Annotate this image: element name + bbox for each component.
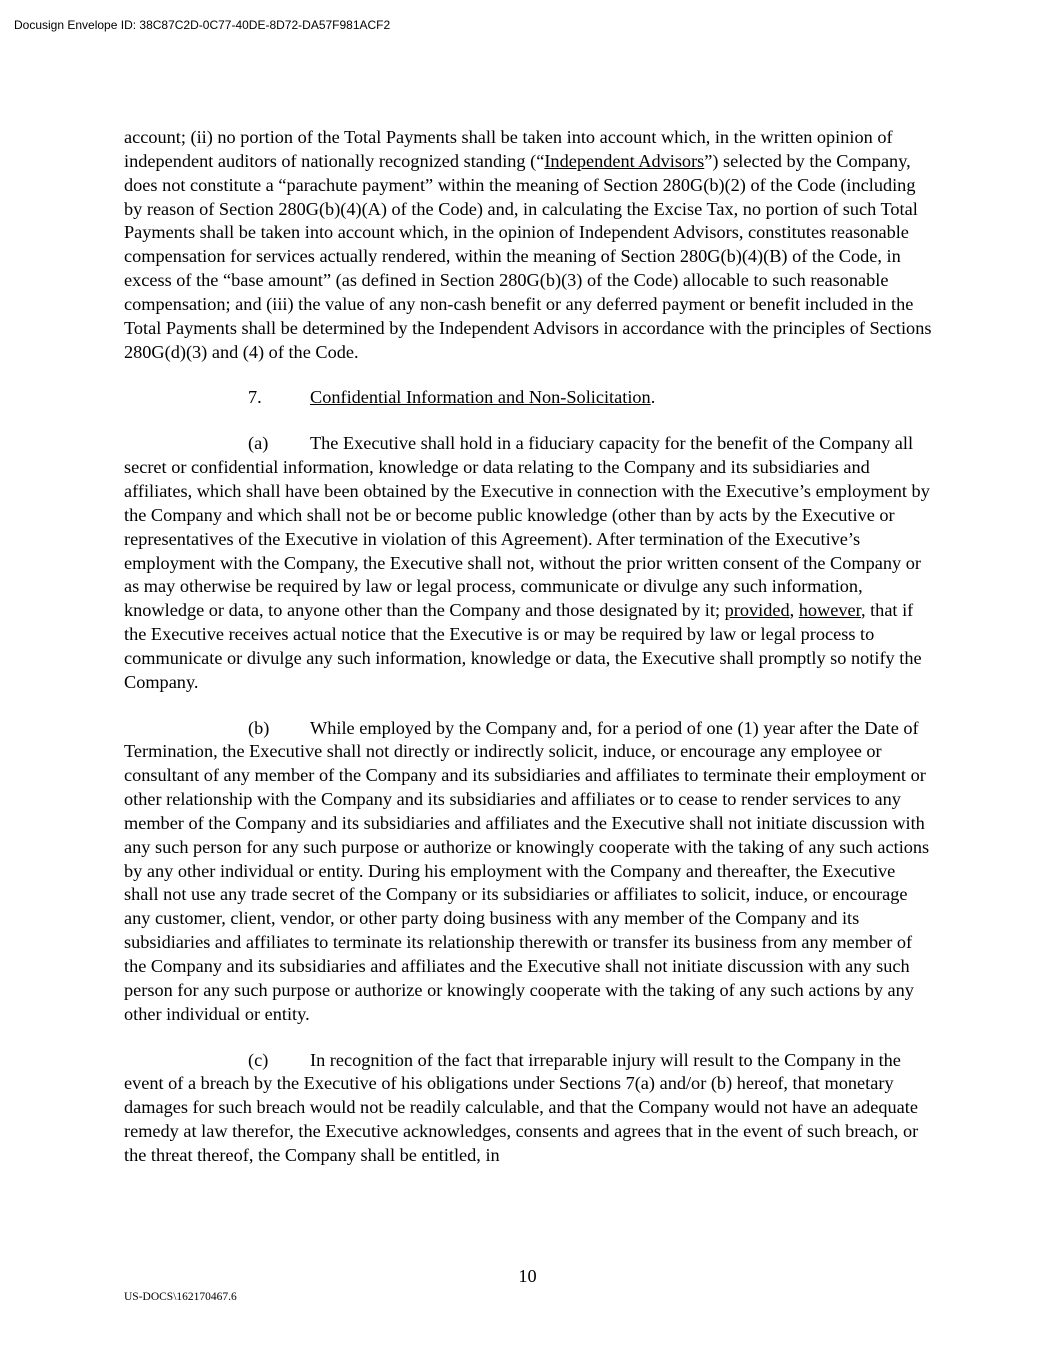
paragraph-7a (124, 432, 932, 694)
text-run: account; (ii) no portion of the Total Payments shall be taken into account which, in the written opinion of independent auditors of nationally recognized standing (“ (124, 127, 893, 171)
paragraph-label: (c) (248, 1049, 269, 1070)
text-run: . (650, 387, 656, 408)
text-run: The Executive shall hold in a fiduciary capacity for the benefit of the Company all secret or confidential information, knowledge or data relating to the Company and its subsidiaries and affiliates, which shall have been obtained by the Executive in connection with the Executive’s employment by the Company and which shall not be or become public knowledge (other than by acts by the Executive or representatives of the Executive in violation of this Agreement). After termination of the Executive’s employment with the Company, the Executive shall not, without the prior written consent of the Company or as may otherwise be required by law or legal process, communicate or divulge any such information, knowledge or data, to anyone other than the Company and those designated by it; (124, 433, 930, 621)
docusign-envelope-id: Docusign Envelope ID: 38C87C2D-0C77-40DE-8D72-DA57F981ACF2 (14, 18, 391, 32)
defined-term-independent-advisors: Independent Advisors (544, 150, 705, 171)
text-run: , that if the Executive receives actual notice that the Executive is or may be required by law or legal process to communicate or divulge any such information, knowledge or data, the Executive shall promptly so notify the Company. (124, 600, 922, 692)
text-run: In recognition of the fact that irreparable injury will result to the Company in the event of a breach by the Executive of his obligations under Sections 7(a) and/or (b) hereof, that monetary damages for such breach would not be readily calculable, and that the Company would not have an adequate remedy at law therefor, the Executive acknowledges, consents and agrees that in the event of such breach, or the threat thereof, the Company shall be entitled, in (124, 1049, 919, 1165)
section-7-heading (124, 386, 932, 410)
page-number: 10 (518, 1266, 537, 1286)
text-run: ”) selected by the Company, does not constitute a “parachute payment” within the meaning of Section 280G(b)(2) of the Code (including by reason of Section 280G(b)(4)(A) of the Code) and, in calculating the Excise Tax, no portion of such Total Payments shall be taken into account which, in the opinion of Independent Advisors, constitutes reasonable compensation for services actually rendered, within the meaning of Section 280G(b)(4)(B) of the Code, in excess of the “base amount” (as defined in Section 280G(b)(3) of the Code) allocable to such reasonable compensation; and (iii) the value of any non-cash benefit or any deferred payment or benefit included in the Total Payments shall be determined by the Independent Advisors in accordance with the principles of Sections 280G(d)(3) and (4) of the Code. (124, 150, 932, 362)
document-id: US-DOCS\162170467.6 (124, 1291, 237, 1303)
term-provided: provided (724, 600, 790, 621)
paragraph-7b (124, 717, 932, 1027)
paragraph-label: (b) (248, 717, 270, 738)
term-however: however (798, 600, 861, 621)
section-title: Confidential Information and Non-Solicitation (310, 387, 651, 408)
document-body (124, 126, 932, 1168)
section-number: 7. (248, 387, 262, 408)
text-run: , (789, 600, 799, 621)
paragraph-label: (a) (248, 433, 269, 454)
indent (124, 433, 248, 453)
paragraph-7c (124, 1049, 932, 1168)
indent (124, 1050, 248, 1070)
text-run: While employed by the Company and, for a period of one (1) year after the Date of Termination, the Executive shall not directly or indirectly solicit, induce, or encourage any employee or consultant of any member of the Company and its subsidiaries and affiliates to terminate their employment or other relationship with the Company and its subsidiaries and affiliates or to cease to render services to any member of the Company and its subsidiaries and affiliates and the Executive shall not initiate discussion with any such person for any such purpose or authorize or knowingly cooperate with the taking of any such actions by any other individual or entity. During his employment with the Company and thereafter, the Executive shall not use any trade secret of the Company or its subsidiaries or affiliates to solicit, induce, or encourage any customer, client, vendor, or other party doing business with any member of the Company and its subsidiaries and affiliates to terminate its relationship therewith or transfer its business from any member of the Company and its subsidiaries and affiliates and the Executive shall not initiate discussion with any such person for any such purpose or authorize or knowingly cooperate with the taking of any such actions by any other individual or entity. (124, 717, 930, 1024)
indent (124, 718, 248, 738)
paragraph-continuation (124, 126, 932, 364)
